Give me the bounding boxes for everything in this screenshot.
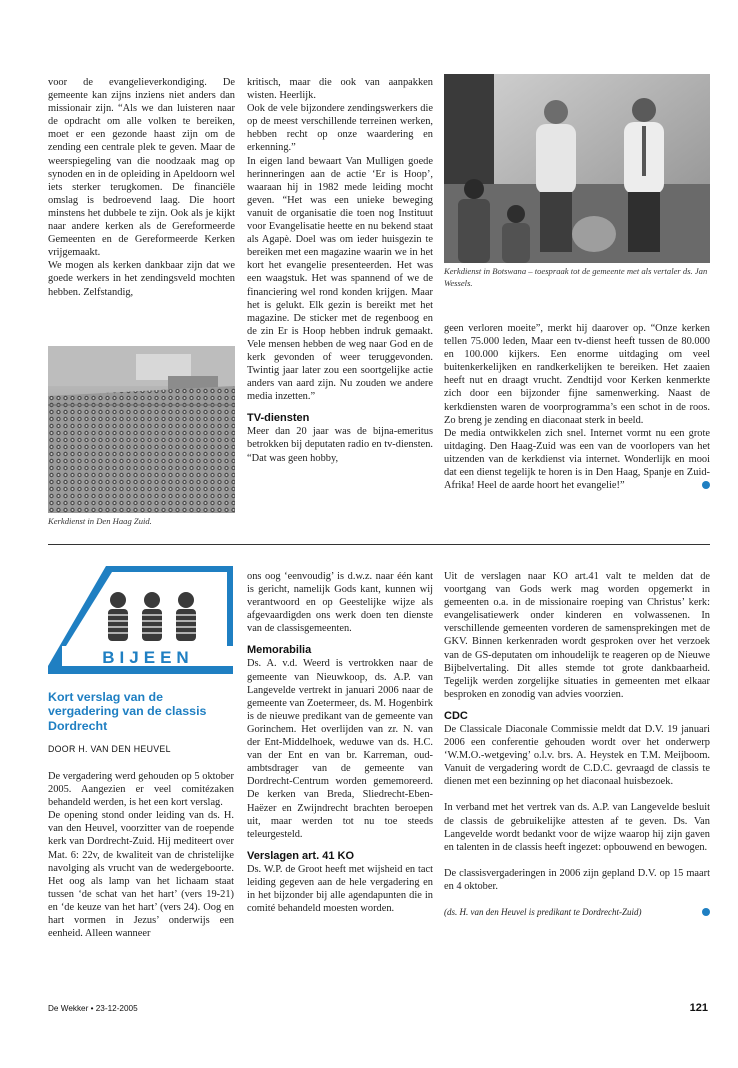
photo-botswana xyxy=(444,74,710,263)
paragraph-text: De media ontwikkelen zich snel. Internet vormt nu een grote uitdaging. Den Haag-Zuid was een van de voorlopers van het uitzenden van de kerkdienst via internet. Wonderlijk en mooi dat een dienst tegelijk te horen is in Den Haag, Spanje en Zuid-Afrika! Heel de aarde hoort het evangelie!” xyxy=(444,427,710,492)
paragraph: De Classicale Diaconale Commissie meldt dat D.V. 19 januari 2006 een conferentie gehouden wordt over het onderwerp ‘W.M.O.-wetgeving’ o.l.v. brs. A. Heystek en T.M. Meijboom. Vanuit de vergadering wordt de C.D.C. gevraagd de classis te dienen met een bezinning op het diaconaal huisbezoek. xyxy=(444,723,710,788)
end-of-article-dot-icon xyxy=(702,908,710,916)
heading-tv-diensten: TV-diensten xyxy=(247,412,310,425)
paragraph: De vergadering werd gehouden op 5 oktober 2005. Aangezien er veel comitézaken behandeld werden, is het een kort verslag. xyxy=(48,771,234,809)
heading-verslagen: Verslagen art. 41 KO xyxy=(247,849,354,862)
church-congregation-photo xyxy=(48,346,235,513)
paragraph: kritisch, maar die ook van aanpakken wisten. Heerlijk. xyxy=(247,77,433,102)
paragraph: In verband met het vertrek van ds. A.P. van Langevelde besluit de classis de gebruikelijke attesten af te geven. Ds. Van Langevelde wordt bedankt voor de wijze waarop hij zijn gaven en talenten in de classis heeft ingezet: opbouwend en bewogen. xyxy=(444,802,710,853)
paragraph: Ds. W.P. de Groot heeft met wijsheid en tact leiding gegeven aan de hele vergadering en in het bijzonder bij alle agendapunten die in comité behandeld moesten worden. xyxy=(247,863,433,915)
page-number: 121 xyxy=(689,1002,708,1014)
paragraph: Uit de verslagen naar KO art.41 valt te melden dat de voortgang van Gods werk mag worden opgemerkt in gemeenten o.a. in de missionaire roeping van Christus’ kerk: evangelisatiewerk onder kinderen en volwassenen. In verschillende gemeenten vorderen de samensprekingen met de GKV. Binnen kerkenraden wordt gesproken over het verzoek van de GS-deputaten om inhoudelijk te reageren op de Nieuwe Bijbelvertaling. Dit alles stemde tot grote dankbaarheid. Tegelijk werden zorgelijke situaties in gemeenten met elkaar besproken en zonodig van advies voorzien. xyxy=(444,571,710,700)
paragraph: Ds. A. v.d. Weerd is vertrokken naar de gemeente van Nieuwkoop, ds. A.P. van Langevelde vertrekt in januari 2006 naar de gemeente van Zoetermeer, ds. M. Hogenbirk is de nieuwe predikant van de gemeente van Gorinchem. Het overlijden van zr. N. van der Ent-Middelhoek, weduwe van ds. H.C. van der Ent en van br. Karreman, oud-ambtsdrager van de gemeente van Dordrecht-Centrum worden gememoreerd. De kerken van Breda, Sliedrecht-Eben-Haëzer en Zwijndrecht brachten beroepen uit, maar werden tot nu toe steeds teleurgesteld. xyxy=(247,658,433,840)
paragraph: We mogen als kerken dankbaar zijn dat we goede werkers in het zendingsveld mochten hebben. Zelfstandig, xyxy=(48,260,235,298)
section-divider xyxy=(48,544,710,545)
bottom-column-3 xyxy=(444,570,710,919)
heading-memorabilia: Memorabilia xyxy=(247,644,312,657)
paragraph: geen verloren moeite”, merkt hij daarover op. “Onze kerken tellen 75.000 leden, Maar een tv-dienst heeft tussen de 80.000 en 100.000 kijkers. Een enorme uitdaging om veel buitenkerkelijken en randkerkelijken te bereiken. Het zaaien heeft nut en draagt vrucht. Zendtijd voor Kerken kenmerkte zich door een bijzonder fijne samenwerking. Naast de kerkdiensten waren de voorprogramma’s een schot in de roos. Zo breng je zending en diaconaat sterk in beeld. xyxy=(444,323,710,426)
article-title: Kort verslag van de vergadering van de classis Dordrecht xyxy=(48,690,207,733)
bijeen-logo-text: BIJEEN xyxy=(102,648,194,667)
paragraph: Meer dan 20 jaar was de bijna-emeritus betrokken bij deputaten radio en tv-diensten. “Dat was geen hobby, xyxy=(247,426,433,464)
caption-den-haag: Kerkdienst in Den Haag Zuid. xyxy=(48,516,152,526)
paragraph: Ook de vele bijzondere zendingswerkers die op de meest verschillende terreinen werken, hebben recht op onze waardering en erkenning.” xyxy=(247,103,433,154)
footer-publication: De Wekker • 23-12-2005 xyxy=(48,1004,138,1013)
author-note xyxy=(444,906,710,919)
article-byline: DOOR H. VAN DEN HEUVEL xyxy=(48,744,171,754)
author-note-text: (ds. H. van den Heuvel is predikant te Dordrecht-Zuid) xyxy=(444,906,642,917)
bijeen-logo-graphic xyxy=(48,562,233,674)
bottom-column-2 xyxy=(247,570,433,915)
paragraph: In eigen land bewaart Van Mulligen goede herinneringen aan de actie ‘Er is Hoop’, waaraan hij in 1982 mede leiding mocht geven. “Het was een unieke beweging vanuit de organisatie die toen nog Instituut voor Evangelisatie heette en nu bekend staat als Agapè. Doel was om ieder huisgezin te bereiken met een magazine waarin we in het kort het evangelie presenteerden. Het was een waagstuk. Het was spannend of we de financiering wel rond konden krijgen. Maar het is gelukt. Elk gezin is bereikt met het magazine. De sticker met de regenboog en de zin Er is Hoop hebben indruk gemaakt. Vele mensen hebben de weg naar God en de kerk gevonden of weer teruggevonden. Twintig jaar later zou een soortgelijke actie anders van aard zijn. Nu zouden we andere media inzetten.” xyxy=(247,155,433,403)
paragraph: De opening stond onder leiding van ds. H. van den Heuvel, voorzitter van de roepende kerk van Dordrecht-Zuid. Hij mediteert over Mat. 6: 22v, de kwaliteit van de christelijke navolging als vrucht van de wedergeboorte. Het oog als lamp van het lichaam staat tussen ‘de schat van het hart’ (vers 19-21) en ‘de keuze van het hart’ (vers 24). Oog en hart vormen in Jezus’ onderwijs een eenheid. Alleen wanneer xyxy=(48,810,234,940)
top-column-2 xyxy=(247,76,433,465)
caption-botswana: Kerkdienst in Botswana – toespraak tot de gemeente met als vertaler ds. Jan Wessels. xyxy=(444,266,708,288)
paragraph: voor de evangelieverkondiging. De gemeente kan zijns inziens niet anders dan missionair zijn. “Als we dan luisteren naar de opdracht om alle volken te bereiken, moet er een gezonde haast zijn om de zending een centrale plek te geven. Maar de weerspiegeling van die noodzaak mag op synoden en in de opleiding in Apeldoorn wel iets sterker terugkomen. De financiële omslag is bedroevend laag. Die hoort minstens het dubbele te zijn. Ook als je kijkt naar andere kerken als de Gereformeerde Gemeenten en de Gereformeerde Kerken vrijgemaakt. xyxy=(48,77,235,259)
bijeen-logo xyxy=(48,562,233,674)
photo-den-haag-zuid xyxy=(48,346,235,513)
paragraph xyxy=(444,427,710,492)
paragraph: De classisvergaderingen in 2006 zijn gepland D.V. op 15 maart en 4 oktober. xyxy=(444,867,710,892)
top-column-3 xyxy=(444,322,710,492)
paragraph: ons oog ‘eenvoudig’ is d.w.z. naar één kant is gericht, namelijk Gods kant, kunnen wij verantwoord en op Geestelijke wijze als afgevaardigden ons werk doen ten dienste van de classisgemeenten. xyxy=(247,571,433,635)
botswana-sermon-photo xyxy=(444,74,710,263)
end-of-article-dot-icon xyxy=(702,481,710,489)
top-column-1 xyxy=(48,76,235,299)
bottom-column-1 xyxy=(48,770,234,940)
heading-cdc: CDC xyxy=(444,709,468,722)
